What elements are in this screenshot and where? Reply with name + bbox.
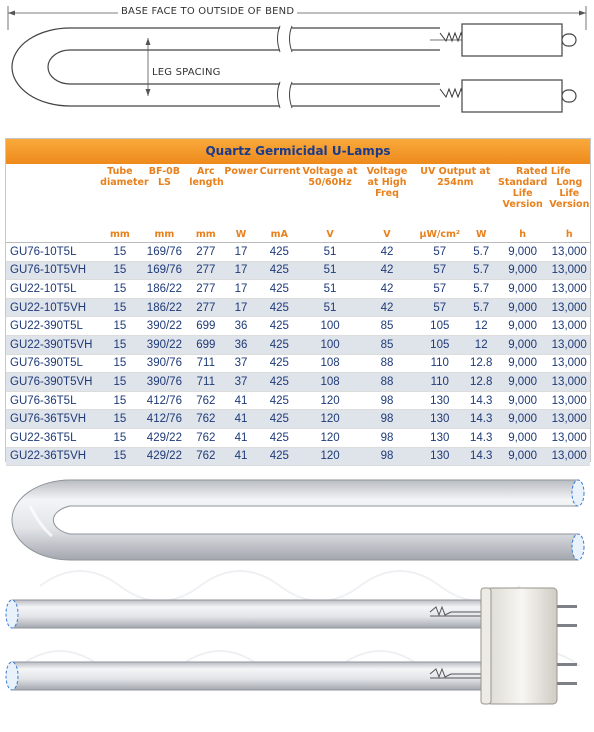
cell-power: 37 (223, 373, 258, 392)
cell-voltage-high-freq: 98 (360, 428, 414, 447)
cell-current: 425 (259, 335, 300, 354)
cell-current: 425 (259, 317, 300, 336)
table-row (6, 428, 590, 447)
unit-arc-length: mm (188, 224, 223, 243)
units-row (6, 224, 590, 243)
cell-tube-diameter: 15 (99, 447, 140, 466)
cell-bf-ob-ls: 412/76 (141, 410, 189, 429)
cell-long-life: 13,000 (549, 298, 591, 317)
u-lamp-photo-illustration (0, 466, 594, 727)
cell-long-life: 13,000 (549, 373, 591, 392)
base-face-dimension-label: BASE FACE TO OUTSIDE OF BEND (118, 6, 297, 17)
cell-voltage-50-60: 51 (300, 243, 360, 262)
cell-uv-irradiance: 130 (414, 391, 466, 410)
cell-model: GU76-10T5L (6, 243, 99, 262)
cell-current: 425 (259, 261, 300, 280)
cell-uv-watts: 5.7 (466, 298, 497, 317)
cell-current: 425 (259, 391, 300, 410)
header-voltage-50-60: Voltage at 50/60Hz (302, 166, 358, 188)
cell-power: 17 (223, 280, 258, 299)
cell-arc-length: 277 (188, 243, 223, 262)
cell-uv-irradiance: 57 (414, 298, 466, 317)
cell-tube-diameter: 15 (99, 428, 140, 447)
header-arc-length: Arc length (189, 166, 224, 188)
header-uv-output: UV Output at 254nm (420, 166, 491, 188)
cell-standard-life: 9,000 (497, 447, 549, 466)
cell-uv-watts: 14.3 (466, 391, 497, 410)
cell-uv-irradiance: 110 (414, 373, 466, 392)
cell-uv-watts: 5.7 (466, 243, 497, 262)
cell-tube-diameter: 15 (99, 410, 140, 429)
cell-arc-length: 277 (188, 261, 223, 280)
cell-arc-length: 711 (188, 354, 223, 373)
cell-uv-watts: 14.3 (466, 410, 497, 429)
cell-arc-length: 762 (188, 447, 223, 466)
unit-power: W (223, 224, 258, 243)
cell-tube-diameter: 15 (99, 261, 140, 280)
cell-current: 425 (259, 243, 300, 262)
cell-power: 36 (223, 317, 258, 336)
cell-long-life: 13,000 (549, 317, 591, 336)
cell-bf-ob-ls: 186/22 (141, 298, 189, 317)
cell-long-life: 13,000 (549, 280, 591, 299)
cell-voltage-50-60: 120 (300, 391, 360, 410)
cell-model: GU76-390T5VH (6, 373, 99, 392)
cell-bf-ob-ls: 429/22 (141, 428, 189, 447)
header-current: Current (259, 166, 301, 177)
cell-current: 425 (259, 447, 300, 466)
cell-model: GU22-10T5VH (6, 298, 99, 317)
cell-uv-irradiance: 105 (414, 317, 466, 336)
cell-power: 37 (223, 354, 258, 373)
header-standard-life: Standard Life Version (498, 177, 548, 210)
cell-arc-length: 699 (188, 317, 223, 336)
cell-arc-length: 277 (188, 280, 223, 299)
cell-uv-irradiance: 130 (414, 447, 466, 466)
cell-power: 41 (223, 428, 258, 447)
cell-standard-life: 9,000 (497, 243, 549, 262)
cell-voltage-high-freq: 88 (360, 373, 414, 392)
lamp-dimension-diagram (0, 0, 594, 132)
cell-model: GU76-36T5VH (6, 410, 99, 429)
cell-standard-life: 9,000 (497, 335, 549, 354)
cell-bf-ob-ls: 169/76 (141, 243, 189, 262)
header-tube-diameter: Tube diameter (100, 166, 149, 188)
cell-model: GU22-36T5L (6, 428, 99, 447)
cell-long-life: 13,000 (549, 410, 591, 429)
table-title: Quartz Germicidal U-Lamps (6, 139, 590, 164)
table-row (6, 391, 590, 410)
cell-power: 36 (223, 335, 258, 354)
cell-long-life: 13,000 (549, 243, 591, 262)
cell-current: 425 (259, 428, 300, 447)
cell-standard-life: 9,000 (497, 428, 549, 447)
cell-current: 425 (259, 280, 300, 299)
cell-model: GU76-36T5L (6, 391, 99, 410)
table-row (6, 317, 590, 336)
cell-uv-watts: 14.3 (466, 447, 497, 466)
cell-uv-irradiance: 130 (414, 410, 466, 429)
cell-uv-watts: 5.7 (466, 261, 497, 280)
cell-tube-diameter: 15 (99, 391, 140, 410)
cell-voltage-high-freq: 42 (360, 298, 414, 317)
cell-uv-irradiance: 130 (414, 428, 466, 447)
cell-model: GU22-36T5VH (6, 447, 99, 466)
cell-bf-ob-ls: 390/76 (141, 373, 189, 392)
cell-power: 17 (223, 298, 258, 317)
header-power: Power (224, 166, 258, 177)
cell-model: GU22-10T5L (6, 280, 99, 299)
lamp-product-photos (0, 466, 594, 727)
cell-voltage-50-60: 108 (300, 354, 360, 373)
table-row (6, 298, 590, 317)
cell-uv-irradiance: 57 (414, 243, 466, 262)
cell-voltage-high-freq: 98 (360, 391, 414, 410)
cell-voltage-high-freq: 42 (360, 261, 414, 280)
cell-current: 425 (259, 373, 300, 392)
cell-voltage-high-freq: 88 (360, 354, 414, 373)
cell-arc-length: 762 (188, 410, 223, 429)
table-row (6, 447, 590, 466)
unit-current: mA (259, 224, 300, 243)
cell-bf-ob-ls: 169/76 (141, 261, 189, 280)
cell-power: 41 (223, 410, 258, 429)
cell-standard-life: 9,000 (497, 373, 549, 392)
cell-voltage-50-60: 51 (300, 261, 360, 280)
cell-voltage-50-60: 120 (300, 447, 360, 466)
cell-voltage-50-60: 100 (300, 335, 360, 354)
cell-bf-ob-ls: 429/22 (141, 447, 189, 466)
spec-table-panel (5, 138, 591, 462)
table-row (6, 335, 590, 354)
cell-long-life: 13,000 (549, 428, 591, 447)
cell-arc-length: 762 (188, 391, 223, 410)
cell-standard-life: 9,000 (497, 391, 549, 410)
header-row (6, 164, 590, 224)
cell-arc-length: 711 (188, 373, 223, 392)
unit-model (6, 224, 99, 243)
cell-tube-diameter: 15 (99, 298, 140, 317)
table-row (6, 243, 590, 262)
cell-uv-watts: 12 (466, 317, 497, 336)
cell-long-life: 13,000 (549, 447, 591, 466)
cell-bf-ob-ls: 390/76 (141, 354, 189, 373)
header-rated-life-group (497, 164, 590, 224)
cell-uv-watts: 12.8 (466, 354, 497, 373)
cell-power: 41 (223, 447, 258, 466)
cell-tube-diameter: 15 (99, 317, 140, 336)
cell-power: 17 (223, 243, 258, 262)
cell-standard-life: 9,000 (497, 298, 549, 317)
cell-tube-diameter: 15 (99, 373, 140, 392)
table-row (6, 373, 590, 392)
table-row (6, 410, 590, 429)
cell-tube-diameter: 15 (99, 280, 140, 299)
cell-arc-length: 277 (188, 298, 223, 317)
cell-standard-life: 9,000 (497, 317, 549, 336)
cell-voltage-50-60: 108 (300, 373, 360, 392)
cell-long-life: 13,000 (549, 261, 591, 280)
cell-arc-length: 762 (188, 428, 223, 447)
cell-uv-watts: 5.7 (466, 280, 497, 299)
cell-standard-life: 9,000 (497, 280, 549, 299)
cell-bf-ob-ls: 390/22 (141, 335, 189, 354)
cell-voltage-50-60: 51 (300, 298, 360, 317)
cell-uv-watts: 12.8 (466, 373, 497, 392)
cell-standard-life: 9,000 (497, 410, 549, 429)
unit-standard-life: h (497, 224, 549, 243)
cell-long-life: 13,000 (549, 391, 591, 410)
cell-voltage-high-freq: 98 (360, 447, 414, 466)
leg-spacing-dimension-label: LEG SPACING (152, 67, 221, 78)
spec-table-body (6, 243, 590, 466)
header-bf-ob-ls: BF-0B LS (148, 166, 180, 188)
cell-bf-ob-ls: 186/22 (141, 280, 189, 299)
unit-tube-diameter: mm (99, 224, 140, 243)
cell-bf-ob-ls: 390/22 (141, 317, 189, 336)
cell-tube-diameter: 15 (99, 354, 140, 373)
cell-current: 425 (259, 298, 300, 317)
cell-uv-irradiance: 57 (414, 280, 466, 299)
header-model (6, 164, 99, 224)
cell-uv-watts: 14.3 (466, 428, 497, 447)
cell-voltage-50-60: 51 (300, 280, 360, 299)
cell-voltage-high-freq: 42 (360, 243, 414, 262)
cell-voltage-50-60: 120 (300, 410, 360, 429)
cell-voltage-high-freq: 85 (360, 335, 414, 354)
unit-voltage-high-freq: V (360, 224, 414, 243)
unit-voltage-50-60: V (300, 224, 360, 243)
cell-model: GU22-390T5VH (6, 335, 99, 354)
header-voltage-high-freq: Voltage at High Freq (366, 166, 408, 199)
cell-long-life: 13,000 (549, 354, 591, 373)
cell-uv-irradiance: 105 (414, 335, 466, 354)
cell-voltage-high-freq: 85 (360, 317, 414, 336)
cell-bf-ob-ls: 412/76 (141, 391, 189, 410)
cell-voltage-high-freq: 98 (360, 410, 414, 429)
spec-table (6, 164, 590, 466)
cell-model: GU76-10T5VH (6, 261, 99, 280)
header-rated-life: Rated Life (516, 166, 571, 177)
unit-uv-watts: W (466, 224, 497, 243)
cell-voltage-50-60: 100 (300, 317, 360, 336)
cell-model: GU22-390T5L (6, 317, 99, 336)
cell-voltage-50-60: 120 (300, 428, 360, 447)
unit-bf-ob-ls: mm (141, 224, 189, 243)
cell-arc-length: 699 (188, 335, 223, 354)
cell-tube-diameter: 15 (99, 243, 140, 262)
unit-uv-irradiance: µW/cm² (414, 224, 466, 243)
unit-long-life: h (549, 224, 591, 243)
cell-current: 425 (259, 410, 300, 429)
cell-tube-diameter: 15 (99, 335, 140, 354)
cell-standard-life: 9,000 (497, 354, 549, 373)
table-row (6, 354, 590, 373)
cell-standard-life: 9,000 (497, 261, 549, 280)
cell-uv-irradiance: 110 (414, 354, 466, 373)
cell-uv-irradiance: 57 (414, 261, 466, 280)
cell-current: 425 (259, 354, 300, 373)
table-row (6, 261, 590, 280)
header-long-life: Long Life Version (549, 177, 590, 210)
cell-power: 17 (223, 261, 258, 280)
cell-voltage-high-freq: 42 (360, 280, 414, 299)
cell-power: 41 (223, 391, 258, 410)
table-row (6, 280, 590, 299)
cell-model: GU76-390T5L (6, 354, 99, 373)
cell-uv-watts: 12 (466, 335, 497, 354)
cell-long-life: 13,000 (549, 335, 591, 354)
u-lamp-outline-drawing (0, 0, 594, 132)
